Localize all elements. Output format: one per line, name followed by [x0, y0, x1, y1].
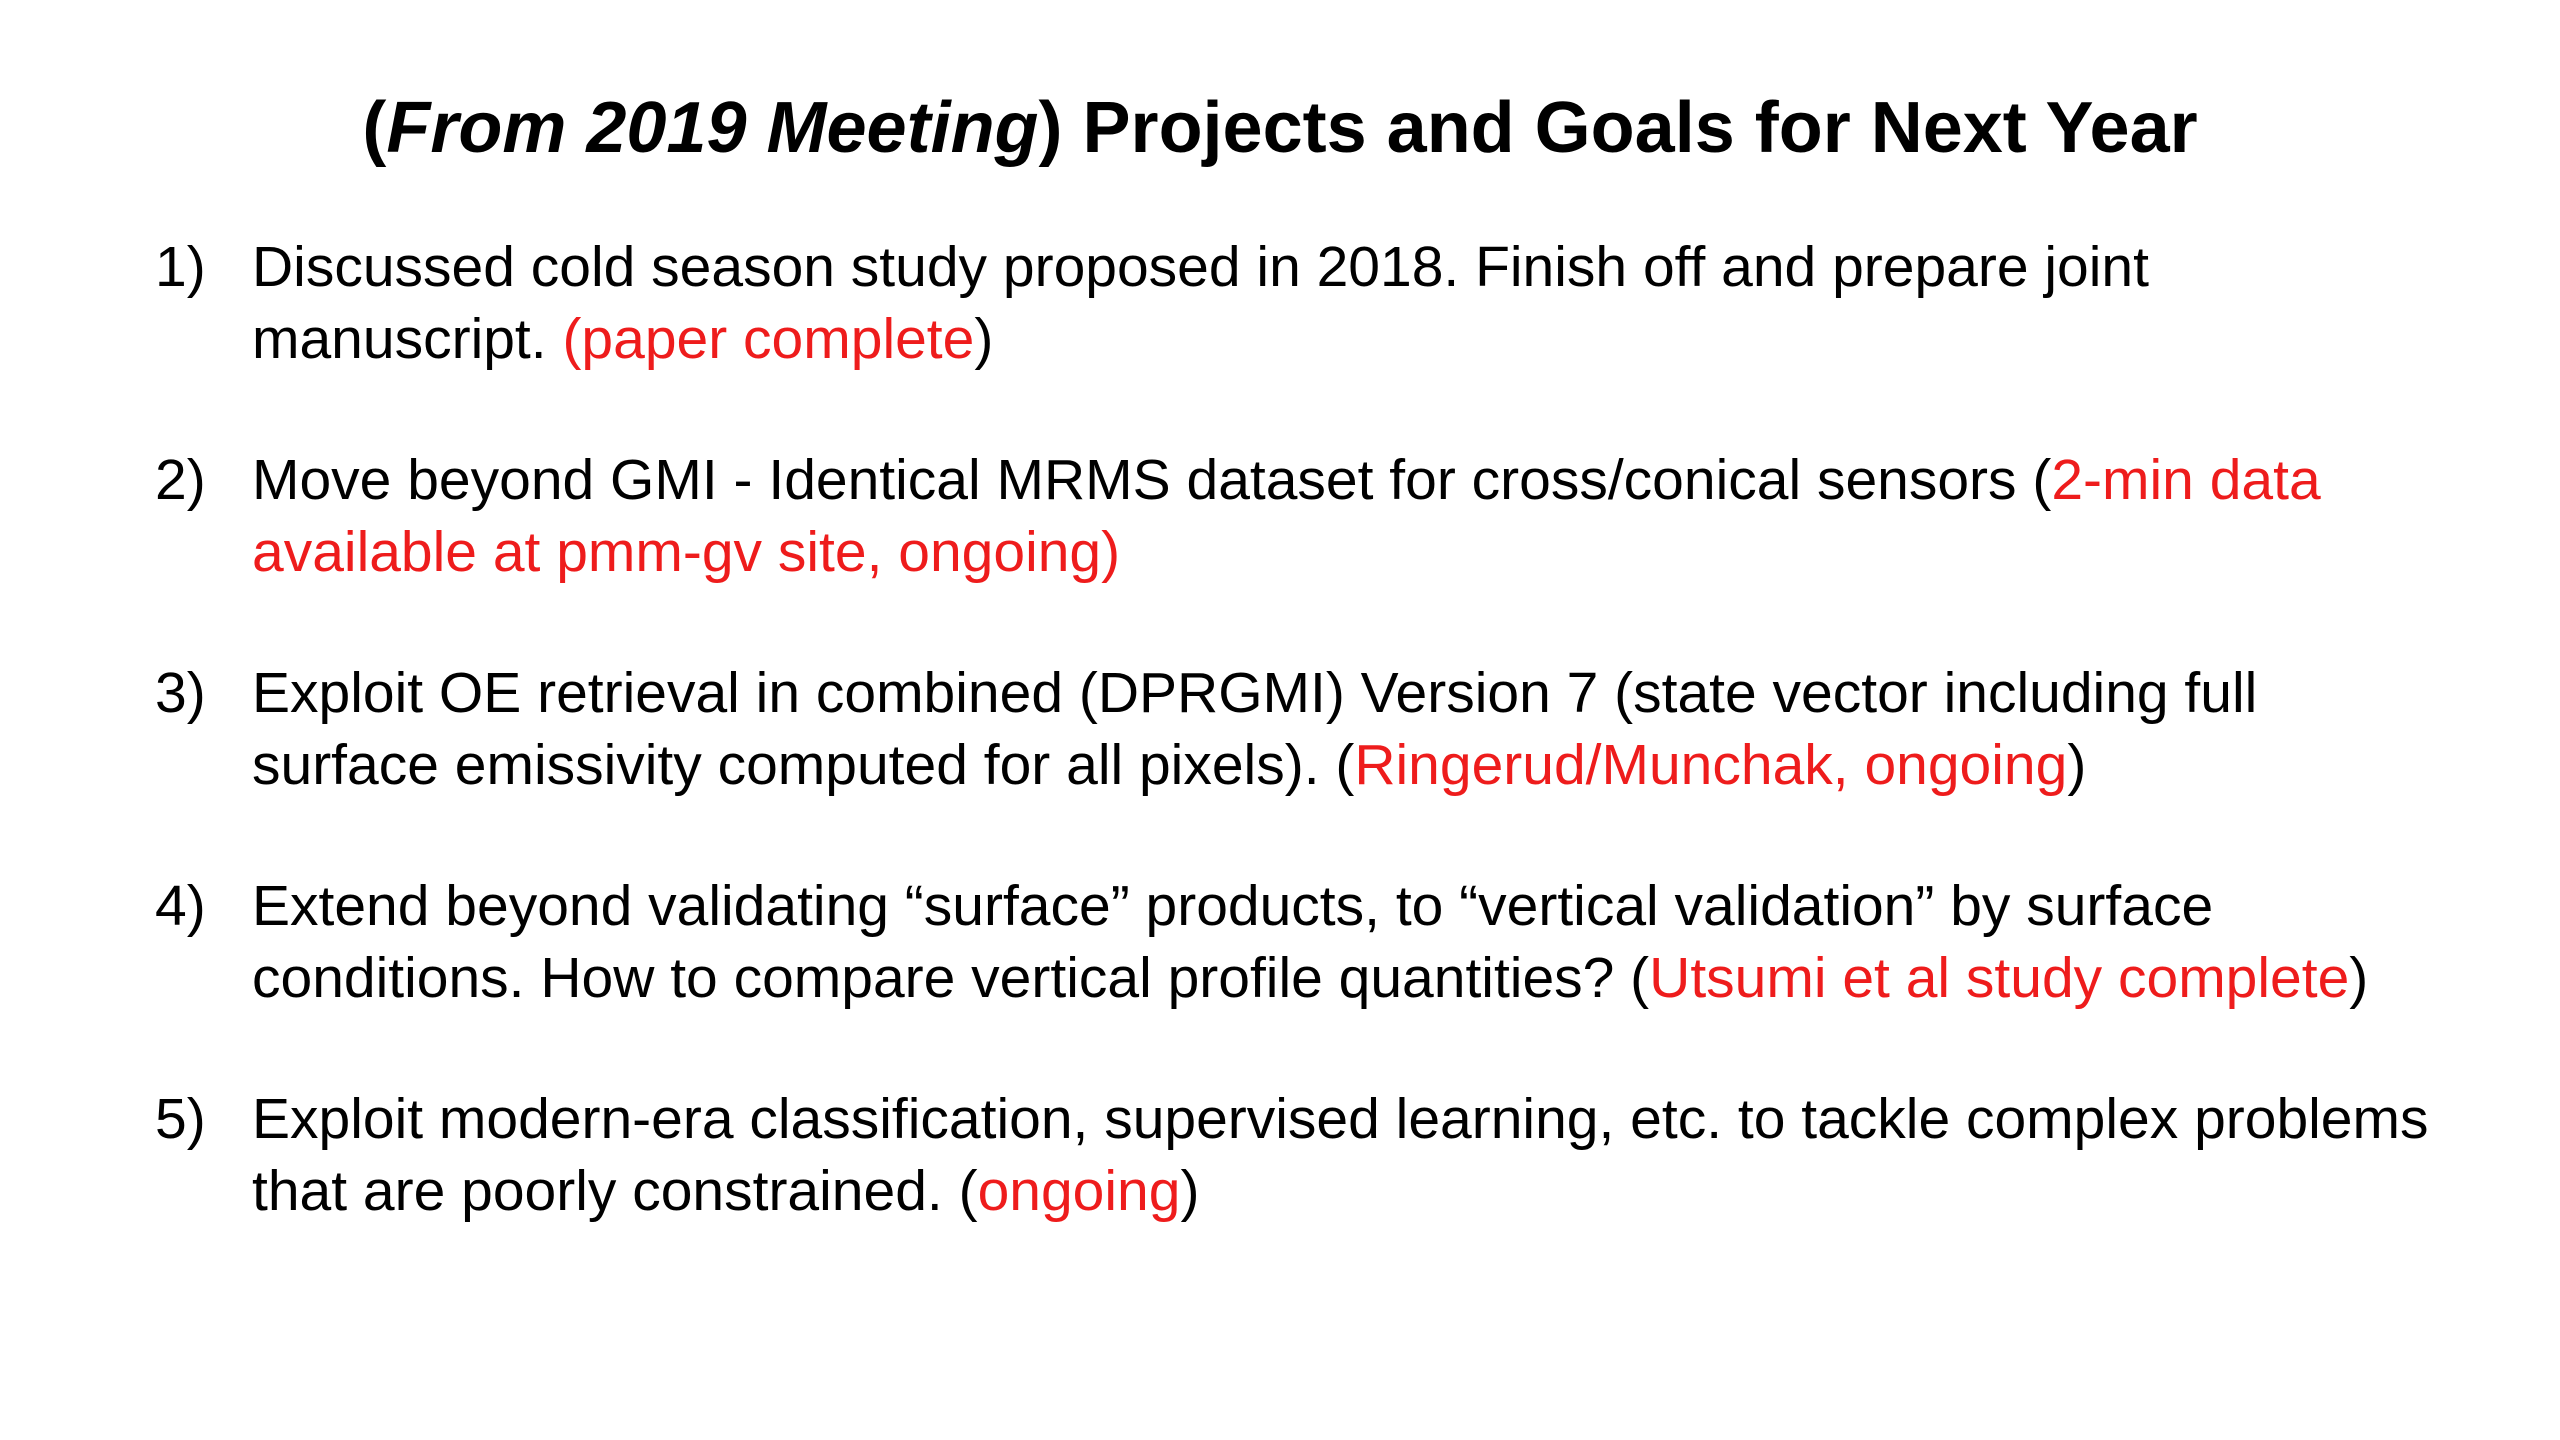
item-text: Extend beyond validating “surface” products, to “vertical validation” by surface conditions. How to compare vertical profile quantities? ( [252, 874, 2214, 1010]
goal-item-2 [155, 445, 2455, 588]
item-tail: ) [1180, 1158, 1200, 1223]
item-status: ongoing [977, 1158, 1181, 1223]
item-number: 1) [155, 235, 206, 299]
title-open-paren: ( [362, 88, 387, 168]
item-tail: ) [974, 306, 994, 371]
goal-item-5 [155, 1084, 2455, 1227]
item-tail: ) [2349, 945, 2369, 1010]
item-status: Utsumi et al study complete [1649, 945, 2350, 1010]
item-tail: ) [2067, 732, 2087, 797]
item-text: Exploit OE retrieval in combined (DPRGMI) Version 7 (state vector including full surface emissivity computed for all pixels). ( [252, 661, 2258, 797]
title-close-paren: ) [1038, 88, 1063, 168]
item-number: 3) [155, 661, 206, 725]
goal-item-4 [155, 871, 2455, 1014]
title-text: Projects and Goals for Next Year [1062, 88, 2198, 168]
item-text: Move beyond GMI - Identical MRMS dataset for cross/conical sensors ( [252, 448, 2052, 512]
item-number: 2) [155, 448, 206, 512]
item-text: Exploit modern-era classification, supervised learning, etc. to tackle complex problems that are poorly constrained. ( [252, 1087, 2429, 1223]
slide-title [0, 78, 2560, 178]
item-status: (paper complete [562, 306, 975, 371]
item-number: 4) [155, 874, 206, 938]
item-number: 5) [155, 1087, 206, 1151]
goal-item-3 [155, 658, 2455, 801]
item-text: Discussed cold season study proposed in 2018. Finish off and prepare joint manuscript. [252, 235, 2149, 371]
title-meeting-reference: From 2019 Meeting [386, 88, 1039, 168]
item-status: Ringerud/Munchak, ongoing [1354, 732, 2068, 797]
goal-item-1 [155, 232, 2455, 375]
goals-list [155, 232, 2455, 1297]
item-status: 2-min data available at pmm-gv site, ongoing) [252, 448, 2321, 584]
